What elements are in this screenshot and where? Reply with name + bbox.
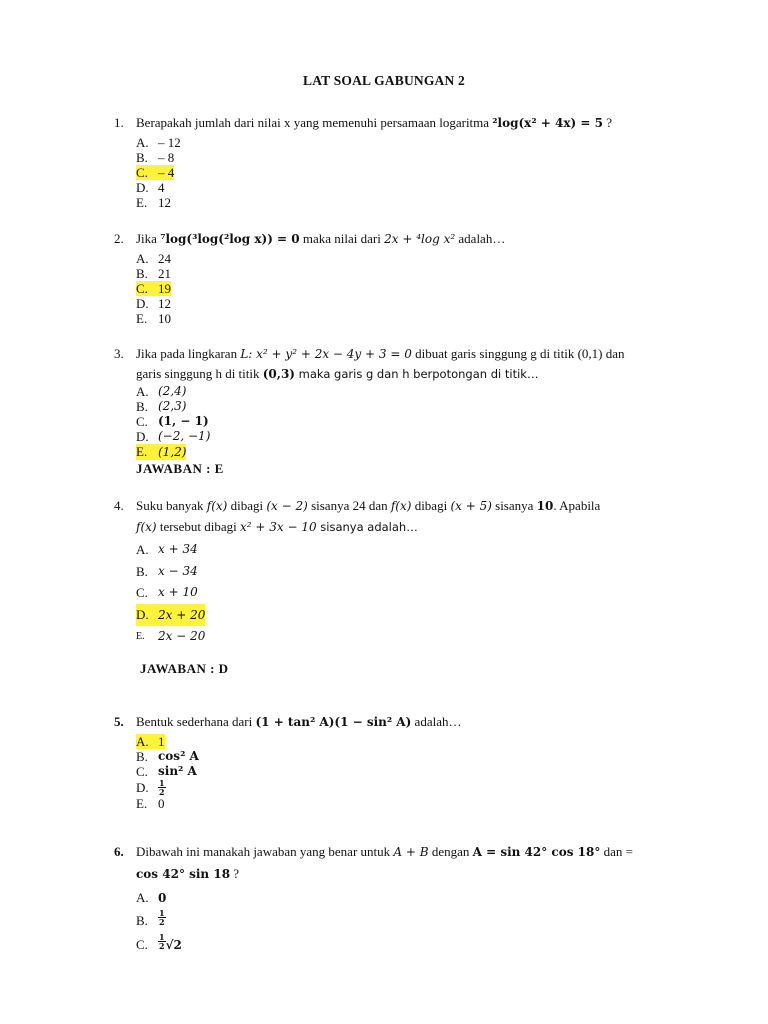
question-number: 3.: [114, 346, 124, 361]
option-b[interactable]: B. – 8: [136, 150, 175, 165]
highlighted-answer: E. (1,2): [136, 444, 187, 459]
fraction: $\frac{1}{2}$: [159, 778, 165, 797]
option-b[interactable]: B. (2,3): [136, 399, 187, 414]
question-text: Berapakah jumlah dari nilai x yang memenuhi persamaan logaritma ²log(x² + 4x) = 5 ?: [136, 115, 612, 130]
option-c[interactable]: C. sin² A: [136, 764, 197, 779]
option-a[interactable]: A. x + 34: [136, 542, 198, 557]
highlighted-answer: D. 2x + 20: [136, 604, 205, 627]
option-list: [136, 251, 694, 326]
highlighted-answer: C. 19: [136, 281, 171, 296]
option-list: [136, 384, 694, 460]
option-list: [136, 887, 694, 957]
option-c[interactable]: [136, 165, 694, 180]
option-b[interactable]: B. x − 34: [136, 563, 198, 579]
option-d[interactable]: D. $\frac{1}{2}$: [136, 778, 165, 797]
option-d[interactable]: D. 4: [136, 180, 165, 195]
question-6: [114, 842, 694, 957]
question-text: Bentuk sederhana dari (1 + tan² A)(1 − sin² A) adalah…: [136, 714, 462, 729]
question-number: 5.: [114, 714, 124, 729]
option-e[interactable]: E. 0: [136, 796, 165, 811]
math-expression: 2x + ⁴log x²: [384, 232, 456, 246]
option-d[interactable]: [136, 604, 694, 627]
question-text-line-2: f(x) tersebut dibagi x² + 3x − 10 sisanya adalah…: [136, 519, 418, 534]
math-expression: L: x² + y² + 2x − 4y + 3 = 0: [240, 347, 412, 361]
option-c[interactable]: C. (1, − 1): [136, 414, 209, 429]
option-d[interactable]: D. (−2, −1): [136, 429, 211, 444]
option-a[interactable]: A. (2,4): [136, 384, 187, 399]
option-b[interactable]: B. cos² A: [136, 749, 199, 764]
option-b[interactable]: B. $\frac{1}{2}$: [136, 909, 694, 933]
math-expression: ⁷log(³log(²log x)) = 0: [160, 232, 300, 246]
option-c[interactable]: C. $\frac{1}{2}$ √2: [136, 933, 694, 957]
option-e[interactable]: E. 12: [136, 195, 171, 210]
option-e[interactable]: E. 10: [136, 311, 171, 326]
question-2: [114, 229, 694, 326]
option-a[interactable]: A. – 12: [136, 135, 181, 150]
question-text: Dibawah ini manakah jawaban yang benar untuk A + B dengan A = sin 42° cos 18° dan =: [136, 844, 633, 859]
option-e[interactable]: E. 2x − 20: [136, 629, 206, 643]
option-list: [136, 734, 694, 811]
fraction: $\frac{1}{2}$: [159, 932, 165, 951]
highlighted-answer: C. – 4: [136, 165, 175, 180]
option-a[interactable]: A. 24: [136, 251, 171, 266]
question-text-line-2: cos 42° sin 18 ?: [136, 866, 240, 881]
option-a[interactable]: A. 0: [136, 890, 167, 905]
question-number: 6.: [114, 844, 124, 859]
highlighted-answer: A. 1: [136, 734, 165, 749]
question-text-line-2: garis singgung h di titik (0,3) maka garis g dan h berpotongan di titik…: [136, 366, 539, 381]
question-text: Suku banyak f(x) dibagi (x − 2) sisanya 24 dan f(x) dibagi (x + 5) sisanya 10. Apabila: [136, 498, 601, 513]
option-list: [136, 135, 694, 210]
question-number: 4.: [114, 498, 124, 513]
question-3: [114, 344, 694, 478]
option-list: [136, 539, 694, 648]
option-c[interactable]: [136, 281, 694, 296]
answer-key: JAWABAN : D: [140, 660, 229, 676]
question-5: [114, 712, 694, 811]
question-number: 2.: [114, 231, 124, 246]
question-number: 1.: [114, 115, 124, 130]
question-4: [114, 496, 694, 678]
question-1: [114, 113, 694, 210]
fraction: $\frac{1}{2}$: [159, 908, 165, 927]
sqrt-expression: √2: [165, 938, 182, 952]
option-b[interactable]: B. 21: [136, 266, 171, 281]
math-expression: (1 + tan² A)(1 − sin² A): [255, 715, 412, 729]
option-d[interactable]: D. 12: [136, 296, 171, 311]
question-text: Jika pada lingkaran L: x² + y² + 2x − 4y + 3 = 0 dibuat garis singgung g di titik (0,1) dan: [136, 346, 625, 361]
question-text: Jika ⁷log(³log(²log x)) = 0 maka nilai dari 2x + ⁴log x² adalah…: [136, 231, 506, 246]
option-a[interactable]: [136, 734, 694, 749]
math-expression: ²log(x² + 4x) = 5: [492, 116, 603, 130]
document-title: LAT SOAL GABUNGAN 2: [303, 73, 465, 88]
option-c[interactable]: C. x + 10: [136, 585, 198, 600]
option-e[interactable]: [136, 444, 694, 460]
answer-key: JAWABAN : E: [136, 461, 224, 476]
